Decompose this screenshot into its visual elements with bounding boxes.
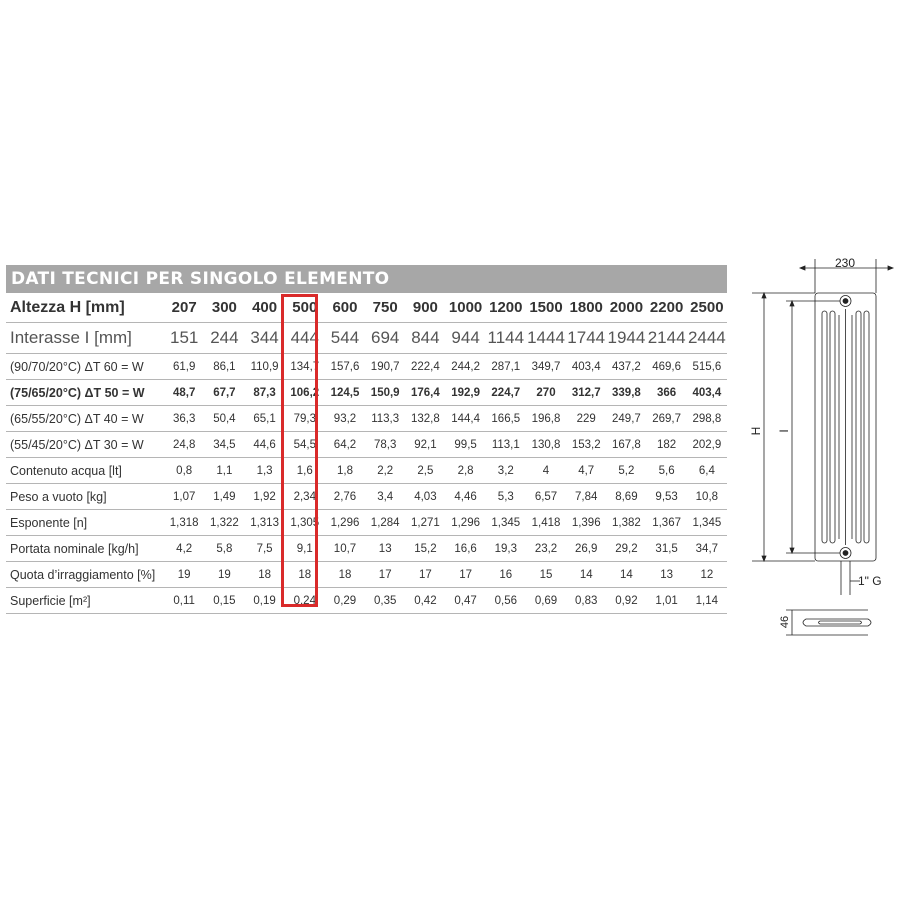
- table-cell: 92,1: [405, 432, 445, 458]
- table-cell: 61,9: [164, 354, 204, 380]
- data-grid: [6, 293, 727, 614]
- table-cell: 17: [446, 562, 486, 588]
- table-cell: 86,1: [204, 354, 244, 380]
- radiator-diagram: [748, 255, 898, 655]
- table-cell: 24,8: [164, 432, 204, 458]
- table-cell: 26,9: [566, 536, 606, 562]
- table-cell: 78,3: [365, 432, 405, 458]
- row-label: Esponente [n]: [6, 510, 164, 536]
- table-cell: 437,2: [606, 354, 646, 380]
- table-cell: 65,1: [244, 406, 284, 432]
- table-cell: 29,2: [606, 536, 646, 562]
- table-cell: 944: [446, 323, 486, 354]
- table-row: [6, 406, 727, 432]
- table-cell: 176,4: [405, 380, 445, 406]
- table-cell: 1,1: [204, 458, 244, 484]
- table-cell: 67,7: [204, 380, 244, 406]
- table-cell: 202,9: [687, 432, 727, 458]
- table-cell: 167,8: [606, 432, 646, 458]
- table-cell: 110,9: [244, 354, 284, 380]
- table-cell: 9,53: [647, 484, 687, 510]
- table-cell: 403,4: [687, 380, 727, 406]
- table-cell: 1,382: [606, 510, 646, 536]
- table-cell: 1000: [446, 293, 486, 323]
- table-row: [6, 323, 727, 354]
- table-cell: 15,2: [405, 536, 445, 562]
- table-cell: 4,2: [164, 536, 204, 562]
- table-cell: 694: [365, 323, 405, 354]
- table-cell: 192,9: [446, 380, 486, 406]
- table-cell: 19,3: [486, 536, 526, 562]
- height-dimension-label: H: [749, 426, 763, 436]
- table-cell: 400: [244, 293, 284, 323]
- table-cell: 3,2: [486, 458, 526, 484]
- table-cell: 0,15: [204, 588, 244, 614]
- table-row: [6, 293, 727, 323]
- table-cell: 1,313: [244, 510, 284, 536]
- table-cell: 106,2: [285, 380, 325, 406]
- row-label: Contenuto acqua [lt]: [6, 458, 164, 484]
- table-cell: 48,7: [164, 380, 204, 406]
- table-cell: 287,1: [486, 354, 526, 380]
- table-row: [6, 510, 727, 536]
- table-cell: 18: [285, 562, 325, 588]
- table-cell: 270: [526, 380, 566, 406]
- table-cell: 2,5: [405, 458, 445, 484]
- table-cell: 6,4: [687, 458, 727, 484]
- table-row: [6, 432, 727, 458]
- table-cell: 2500: [687, 293, 727, 323]
- table-row: [6, 562, 727, 588]
- table-cell: 1,418: [526, 510, 566, 536]
- table-cell: 844: [405, 323, 445, 354]
- table-cell: 1,271: [405, 510, 445, 536]
- table-cell: 10,7: [325, 536, 365, 562]
- table-cell: 1,305: [285, 510, 325, 536]
- table-cell: 1,07: [164, 484, 204, 510]
- table-cell: 2,76: [325, 484, 365, 510]
- table-cell: 500: [285, 293, 325, 323]
- table-cell: 1,284: [365, 510, 405, 536]
- table-cell: 153,2: [566, 432, 606, 458]
- table-cell: 132,8: [405, 406, 445, 432]
- table-cell: 1500: [526, 293, 566, 323]
- table-cell: 444: [285, 323, 325, 354]
- table-cell: 196,8: [526, 406, 566, 432]
- interaxis-dimension-label: I: [777, 429, 791, 433]
- table-cell: 166,5: [486, 406, 526, 432]
- table-cell: 544: [325, 323, 365, 354]
- table-cell: 1144: [486, 323, 526, 354]
- table-cell: 222,4: [405, 354, 445, 380]
- table-cell: 8,69: [606, 484, 646, 510]
- row-label: Superficie [m²]: [6, 588, 164, 614]
- table-cell: 1,8: [325, 458, 365, 484]
- table-cell: 2200: [647, 293, 687, 323]
- table-cell: 750: [365, 293, 405, 323]
- row-label: Quota d’irraggiamento [%]: [6, 562, 164, 588]
- table-cell: 2,8: [446, 458, 486, 484]
- table-cell: 244: [204, 323, 244, 354]
- table-cell: 600: [325, 293, 365, 323]
- table-cell: 14: [606, 562, 646, 588]
- table-cell: 1,318: [164, 510, 204, 536]
- table-cell: 1800: [566, 293, 606, 323]
- table-cell: 93,2: [325, 406, 365, 432]
- table-cell: 0,11: [164, 588, 204, 614]
- table-cell: 7,5: [244, 536, 284, 562]
- table-cell: 2,2: [365, 458, 405, 484]
- table-cell: 124,5: [325, 380, 365, 406]
- table-cell: 113,3: [365, 406, 405, 432]
- table-cell: 17: [365, 562, 405, 588]
- table-cell: 1,296: [325, 510, 365, 536]
- table-cell: 229: [566, 406, 606, 432]
- table-cell: 157,6: [325, 354, 365, 380]
- connection-size-label: 1" G: [858, 574, 882, 588]
- table-cell: 4,7: [566, 458, 606, 484]
- table-cell: 900: [405, 293, 445, 323]
- table-cell: 0,69: [526, 588, 566, 614]
- table-cell: 4,03: [405, 484, 445, 510]
- row-label: (65/55/20°C) ΔT 40 = W: [6, 406, 164, 432]
- table-cell: 1,6: [285, 458, 325, 484]
- table-cell: 9,1: [285, 536, 325, 562]
- table-cell: 0,42: [405, 588, 445, 614]
- table-cell: 44,6: [244, 432, 284, 458]
- table-cell: 17: [405, 562, 445, 588]
- table-cell: 190,7: [365, 354, 405, 380]
- table-cell: 207: [164, 293, 204, 323]
- table-cell: 134,7: [285, 354, 325, 380]
- table-cell: 16,6: [446, 536, 486, 562]
- table-cell: 1,345: [687, 510, 727, 536]
- table-cell: 5,2: [606, 458, 646, 484]
- table-cell: 15: [526, 562, 566, 588]
- table-cell: 0,92: [606, 588, 646, 614]
- table-cell: 1,14: [687, 588, 727, 614]
- table-cell: 0,47: [446, 588, 486, 614]
- table-cell: 144,4: [446, 406, 486, 432]
- table-cell: 0,35: [365, 588, 405, 614]
- table-row: [6, 458, 727, 484]
- table-cell: 130,8: [526, 432, 566, 458]
- table-cell: 182: [647, 432, 687, 458]
- table-cell: 87,3: [244, 380, 284, 406]
- table-title: DATI TECNICI PER SINGOLO ELEMENTO: [6, 265, 727, 293]
- table-cell: 13: [647, 562, 687, 588]
- table-cell: 0,8: [164, 458, 204, 484]
- table-cell: 1,367: [647, 510, 687, 536]
- table-cell: 515,6: [687, 354, 727, 380]
- row-label: Altezza H [mm]: [6, 293, 164, 323]
- row-label: (75/65/20°C) ΔT 50 = W: [6, 380, 164, 406]
- row-label: Interasse I [mm]: [6, 323, 164, 354]
- table-cell: 1,01: [647, 588, 687, 614]
- table-row: [6, 354, 727, 380]
- table-row: [6, 536, 727, 562]
- table-cell: 13: [365, 536, 405, 562]
- table-cell: 2000: [606, 293, 646, 323]
- table-cell: 0,56: [486, 588, 526, 614]
- table-cell: 54,5: [285, 432, 325, 458]
- table-cell: 1200: [486, 293, 526, 323]
- table-cell: 312,7: [566, 380, 606, 406]
- table-cell: 224,7: [486, 380, 526, 406]
- table-cell: 150,9: [365, 380, 405, 406]
- table-cell: 16: [486, 562, 526, 588]
- table-cell: 12: [687, 562, 727, 588]
- table-cell: 7,84: [566, 484, 606, 510]
- table-cell: 339,8: [606, 380, 646, 406]
- table-cell: 113,1: [486, 432, 526, 458]
- table-cell: 300: [204, 293, 244, 323]
- table-cell: 1744: [566, 323, 606, 354]
- table-cell: 1,92: [244, 484, 284, 510]
- table-cell: 4: [526, 458, 566, 484]
- table-cell: 2144: [647, 323, 687, 354]
- table-cell: 1444: [526, 323, 566, 354]
- table-cell: 23,2: [526, 536, 566, 562]
- table-cell: 249,7: [606, 406, 646, 432]
- table-cell: 2,34: [285, 484, 325, 510]
- table-cell: 5,8: [204, 536, 244, 562]
- table-cell: 151: [164, 323, 204, 354]
- table-cell: 1,396: [566, 510, 606, 536]
- table-cell: 18: [244, 562, 284, 588]
- table-cell: 1,322: [204, 510, 244, 536]
- row-label: Portata nominale [kg/h]: [6, 536, 164, 562]
- table-row: [6, 484, 727, 510]
- table-cell: 4,46: [446, 484, 486, 510]
- table-cell: 19: [204, 562, 244, 588]
- depth-dimension-label: 46: [779, 615, 791, 629]
- table-cell: 403,4: [566, 354, 606, 380]
- row-label: Peso a vuoto [kg]: [6, 484, 164, 510]
- table-cell: 349,7: [526, 354, 566, 380]
- table-cell: 6,57: [526, 484, 566, 510]
- table-cell: 34,5: [204, 432, 244, 458]
- table-cell: 344: [244, 323, 284, 354]
- table-cell: 99,5: [446, 432, 486, 458]
- table-row: [6, 588, 727, 614]
- table-cell: 1,49: [204, 484, 244, 510]
- width-dimension-label: 230: [834, 256, 856, 270]
- table-cell: 50,4: [204, 406, 244, 432]
- table-cell: 1,345: [486, 510, 526, 536]
- table-cell: 0,19: [244, 588, 284, 614]
- table-cell: 1,296: [446, 510, 486, 536]
- table-cell: 0,83: [566, 588, 606, 614]
- table-cell: 18: [325, 562, 365, 588]
- table-cell: 244,2: [446, 354, 486, 380]
- table-row: [6, 380, 727, 406]
- table-cell: 2444: [687, 323, 727, 354]
- table-cell: 1944: [606, 323, 646, 354]
- table-cell: 31,5: [647, 536, 687, 562]
- table-cell: 0,24: [285, 588, 325, 614]
- table-cell: 19: [164, 562, 204, 588]
- table-cell: 64,2: [325, 432, 365, 458]
- table-cell: 5,6: [647, 458, 687, 484]
- table-cell: 366: [647, 380, 687, 406]
- table-cell: 469,6: [647, 354, 687, 380]
- table-cell: 3,4: [365, 484, 405, 510]
- table-cell: 5,3: [486, 484, 526, 510]
- table-cell: 14: [566, 562, 606, 588]
- table-cell: 269,7: [647, 406, 687, 432]
- table-cell: 36,3: [164, 406, 204, 432]
- row-label: (90/70/20°C) ΔT 60 = W: [6, 354, 164, 380]
- table-cell: 34,7: [687, 536, 727, 562]
- table-cell: 1,3: [244, 458, 284, 484]
- row-label: (55/45/20°C) ΔT 30 = W: [6, 432, 164, 458]
- technical-data-table: [6, 265, 727, 614]
- table-cell: 0,29: [325, 588, 365, 614]
- table-cell: 79,3: [285, 406, 325, 432]
- table-cell: 10,8: [687, 484, 727, 510]
- table-cell: 298,8: [687, 406, 727, 432]
